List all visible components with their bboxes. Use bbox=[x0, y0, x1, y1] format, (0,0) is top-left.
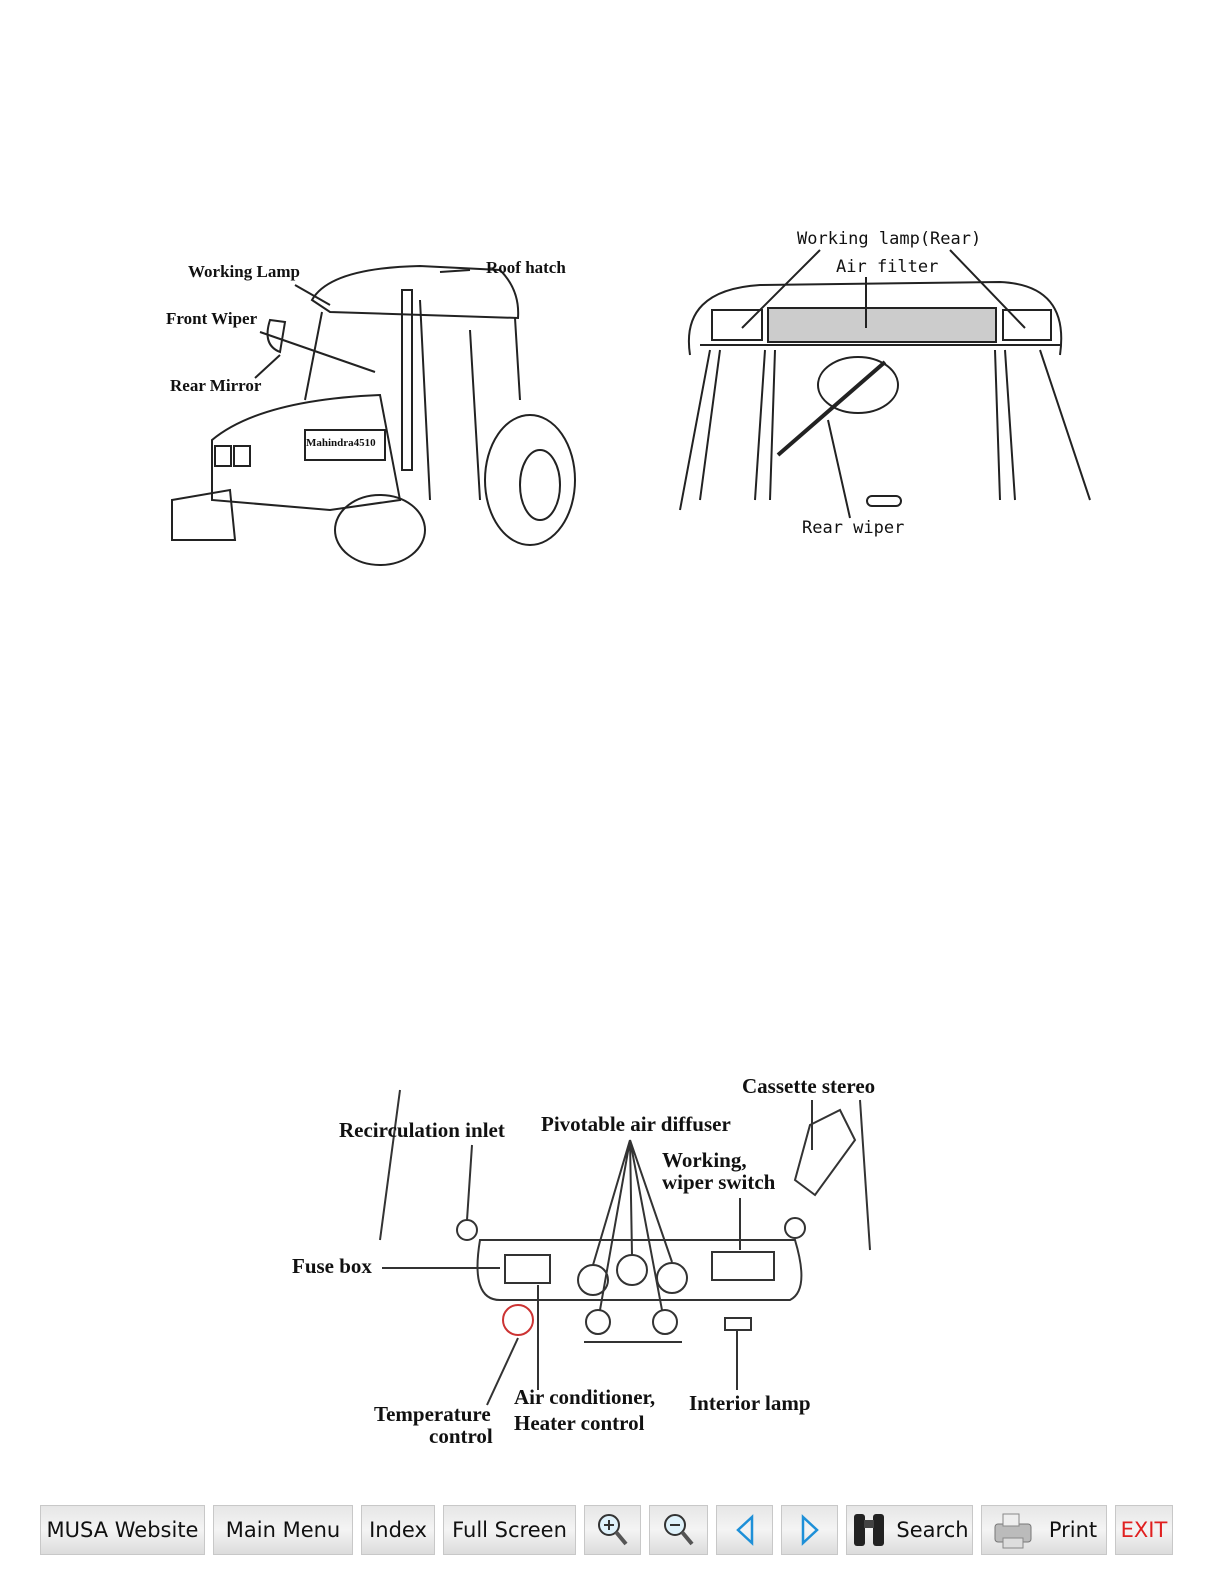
label-interior-lamp: Interior lamp bbox=[689, 1391, 811, 1415]
printer-icon bbox=[991, 1510, 1035, 1550]
musa-website-label: MUSA Website bbox=[46, 1518, 199, 1542]
exit-label: EXIT bbox=[1120, 1518, 1168, 1542]
index-button[interactable] bbox=[361, 1505, 435, 1555]
index-label: Index bbox=[369, 1518, 427, 1542]
label-rear-mirror: Rear Mirror bbox=[170, 376, 262, 395]
print-button[interactable] bbox=[981, 1505, 1107, 1555]
exit-button[interactable] bbox=[1115, 1505, 1173, 1555]
arrow-right-icon bbox=[798, 1514, 822, 1546]
print-label: Print bbox=[1048, 1518, 1098, 1542]
label-temperature-line1: Temperature bbox=[374, 1402, 491, 1426]
next-page-button[interactable] bbox=[781, 1505, 838, 1555]
previous-page-button[interactable] bbox=[716, 1505, 773, 1555]
label-recirculation-inlet: Recirculation inlet bbox=[339, 1118, 505, 1142]
zoom-in-icon bbox=[595, 1512, 631, 1548]
search-button[interactable] bbox=[846, 1505, 973, 1555]
zoom-out-button[interactable] bbox=[649, 1505, 708, 1555]
label-cassette-stereo: Cassette stereo bbox=[742, 1074, 876, 1098]
label-fuse-box: Fuse box bbox=[292, 1254, 372, 1278]
binoculars-icon bbox=[850, 1510, 890, 1550]
label-working-lamp: Working Lamp bbox=[188, 262, 300, 281]
label-pivotable-air-diffuser: Pivotable air diffuser bbox=[541, 1112, 731, 1136]
model-badge: Mahindra4510 bbox=[306, 437, 376, 449]
label-air-conditioner-line1: Air conditioner, bbox=[514, 1385, 656, 1409]
zoom-in-button[interactable] bbox=[584, 1505, 641, 1555]
full-screen-button[interactable] bbox=[443, 1505, 576, 1555]
label-rear-wiper: Rear wiper bbox=[802, 518, 905, 538]
full-screen-label: Full Screen bbox=[452, 1518, 567, 1542]
label-front-wiper: Front Wiper bbox=[166, 309, 258, 328]
arrow-left-icon bbox=[733, 1514, 757, 1546]
label-air-filter: Air filter bbox=[836, 257, 939, 277]
label-temperature-line2: control bbox=[429, 1424, 493, 1448]
main-menu-label: Main Menu bbox=[225, 1518, 341, 1542]
label-working-lamp-rear: Working lamp(Rear) bbox=[797, 229, 982, 249]
musa-website-button[interactable] bbox=[40, 1505, 205, 1555]
main-menu-button[interactable] bbox=[213, 1505, 353, 1555]
label-working-switch-line2: wiper switch bbox=[662, 1170, 776, 1194]
label-air-conditioner-line2: Heater control bbox=[514, 1411, 645, 1435]
label-roof-hatch: Roof hatch bbox=[486, 258, 566, 277]
label-working-switch-line1: Working, bbox=[662, 1148, 747, 1172]
zoom-out-icon bbox=[661, 1512, 697, 1548]
search-label: Search bbox=[896, 1518, 969, 1542]
